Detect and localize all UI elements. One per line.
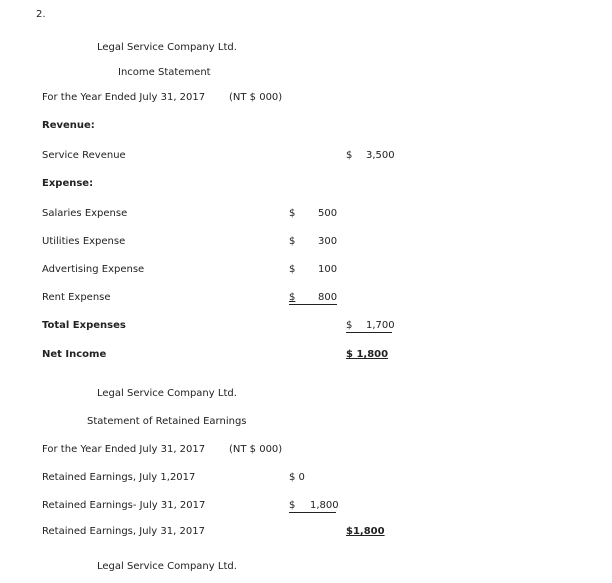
revenue-label: Service Revenue — [42, 150, 126, 161]
revenue-currency: $ — [346, 150, 353, 161]
expense-label: Salaries Expense — [42, 208, 128, 219]
net-income-value: $ 1,800 — [346, 349, 389, 360]
total-expenses-amount: 1,700 — [366, 320, 395, 331]
retained-earnings-currency: $ — [289, 500, 296, 511]
retained-earnings-label: Retained Earnings, July 31, 2017 — [42, 526, 205, 537]
net-income-label: Net Income — [42, 349, 107, 360]
expense-currency: $ — [289, 208, 296, 219]
statement-period: For the Year Ended July 31, 2017 — [42, 444, 206, 455]
total-expenses-currency: $ — [346, 320, 353, 331]
expense-currency: $ — [289, 264, 296, 275]
retained-earnings-label: Retained Earnings- July 31, 2017 — [42, 500, 206, 511]
retained-earnings-value: $1,800 — [346, 526, 385, 537]
expense-currency: $ — [289, 292, 296, 303]
expense-amount: 300 — [318, 236, 338, 247]
expense-label: Rent Expense — [42, 292, 111, 303]
statement-title: Income Statement — [118, 67, 211, 78]
statement-units: (NT $ 000) — [229, 92, 283, 103]
underline-rule — [289, 304, 337, 305]
company-name: Legal Service Company Ltd. — [97, 561, 237, 572]
total-expenses-label: Total Expenses — [42, 320, 126, 331]
underline-rule — [289, 512, 336, 513]
expense-label: Utilities Expense — [42, 236, 126, 247]
underline-rule — [346, 332, 392, 333]
expense-label: Advertising Expense — [42, 264, 145, 275]
revenue-amount: 3,500 — [366, 150, 395, 161]
retained-earnings-amount: 1,800 — [310, 500, 339, 511]
expense-amount: 800 — [318, 292, 338, 303]
retained-earnings-label: Retained Earnings, July 1,2017 — [42, 472, 196, 483]
expense-currency: $ — [289, 236, 296, 247]
revenue-heading: Revenue: — [42, 120, 95, 131]
statement-period: For the Year Ended July 31, 2017 — [42, 92, 206, 103]
expense-amount: 500 — [318, 208, 338, 219]
retained-earnings-value: $ 0 — [289, 472, 305, 483]
expense-heading: Expense: — [42, 178, 94, 189]
question-number: 2. — [36, 9, 46, 20]
statement-units: (NT $ 000) — [229, 444, 283, 455]
statement-title: Statement of Retained Earnings — [87, 416, 247, 427]
expense-amount: 100 — [318, 264, 338, 275]
company-name: Legal Service Company Ltd. — [97, 388, 237, 399]
company-name: Legal Service Company Ltd. — [97, 42, 237, 53]
